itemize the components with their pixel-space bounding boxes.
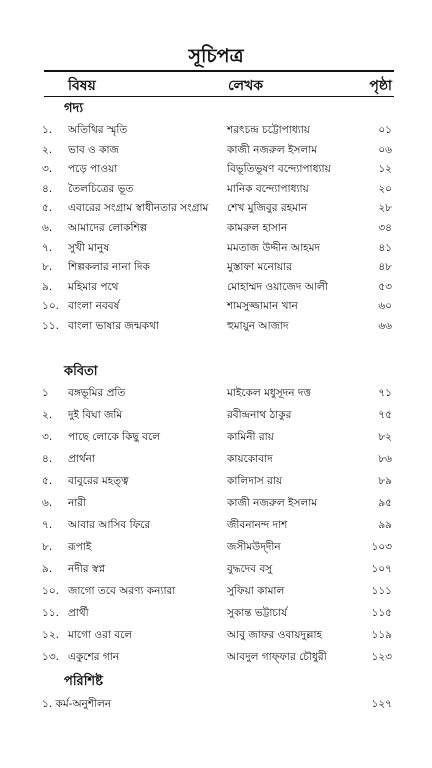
toc-item-title: মহিমার পথে (68, 280, 119, 293)
toc-item-title: ভাব ও কাজ (68, 143, 119, 156)
toc-item-page: ১২৩ (371, 651, 392, 663)
toc-item-author: শেখ মুজিবুর রহমান (227, 202, 308, 215)
toc-row (0, 647, 432, 667)
toc-item-page: ১২ (378, 163, 392, 176)
header-bottom-rule (44, 96, 394, 97)
toc-item-author: মোহাম্মদ ওয়াজেদ আলী (227, 280, 328, 293)
toc-item-number: ২. (42, 409, 53, 421)
toc-item-page: ৬০ (378, 300, 392, 313)
toc-row (0, 537, 432, 557)
toc-item-title: বাংলা নববর্ষ (68, 300, 120, 313)
toc-row (0, 140, 432, 160)
toc-item-title: শিল্পকলার নানা দিক (68, 261, 150, 274)
toc-row (0, 581, 432, 601)
toc-item-page: ২০ (378, 182, 392, 195)
toc-item-page: ০১ (378, 124, 392, 136)
toc-item-number: ৯. (42, 563, 53, 575)
toc-item-title: রূপাই (68, 541, 92, 553)
toc-item-author: কায়কোবাদ (227, 453, 273, 465)
toc-item-number: ১. (42, 124, 53, 136)
toc-item-page: ৯৯ (378, 519, 392, 531)
toc-item-number: ৩. (42, 431, 53, 443)
toc-item-title: বাংলা ভাষার জন্মকথা (68, 320, 159, 332)
toc-item-title: পাছে লোকে কিছু বলে (68, 431, 161, 443)
toc-row (0, 316, 432, 336)
toc-item-number: ১১. (42, 607, 59, 619)
toc-item-page: ৪১ (378, 241, 392, 254)
column-header-page: পৃষ্ঠা (369, 78, 392, 94)
toc-item-title: একুশের গান (68, 651, 120, 663)
toc-item-author: সুফিয়া কামাল (227, 585, 285, 597)
toc-row (0, 603, 432, 623)
toc-item-author: আবু জাফর ওবায়দুল্লাহ (227, 629, 323, 641)
toc-row (0, 159, 432, 179)
toc-item-author: কালিদাস রায় (227, 475, 283, 487)
toc-item-page: ৭৫ (378, 409, 392, 421)
toc-row (0, 198, 432, 218)
toc-item-page: ৬৬ (378, 320, 392, 332)
toc-item-number: ৬. (42, 222, 53, 234)
appendix-item-page: ১২৭ (371, 698, 392, 710)
toc-item-title: মাগো ওরা বলে (68, 629, 133, 641)
toc-item-title: আবার আসিব ফিরে (68, 519, 151, 531)
toc-item-number: ১০. (42, 585, 59, 597)
toc-row (0, 559, 432, 579)
header-top-rule (44, 70, 394, 72)
toc-row (0, 277, 432, 297)
toc-item-title: নারী (68, 497, 87, 509)
toc-item-title: জাগো তবে অরণ্য কন্যারা (68, 585, 176, 597)
toc-item-number: ২. (42, 143, 53, 156)
toc-item-page: ৫৩ (378, 280, 392, 293)
appendix-item-title: ১. কর্ম-অনুশীলন (42, 698, 112, 710)
toc-item-number: ৮. (42, 541, 53, 553)
toc-item-number: ৫. (42, 475, 53, 487)
toc-item-number: ৭. (42, 241, 53, 254)
toc-row (0, 179, 432, 199)
toc-item-number: ৩. (42, 163, 53, 176)
toc-item-page: ১১৫ (371, 607, 392, 619)
toc-item-number: ৫. (42, 202, 53, 215)
toc-item-title: বাবুরের মহত্ত্ব (68, 475, 129, 487)
toc-item-title: নদীর স্বপ্ন (68, 563, 106, 575)
toc-item-author: মুস্তাফা মনোয়ার (227, 261, 292, 274)
toc-item-author: কাজী নজরুল ইসলাম (227, 143, 318, 156)
section-heading: কবিতা (64, 364, 98, 379)
toc-item-author: কামিনী রায় (227, 431, 274, 443)
toc-item-title: আমাদের লোকশিল্প (68, 222, 148, 234)
toc-item-page: ৯৫ (378, 497, 392, 509)
toc-item-title: অতিথির স্মৃতি (68, 124, 128, 136)
toc-item-page: ২৮ (378, 202, 392, 215)
toc-row (0, 383, 432, 403)
toc-row (0, 296, 432, 316)
toc-item-page: ১০৩ (371, 541, 392, 553)
toc-item-page: ৮২ (378, 431, 392, 443)
toc-item-number: ৪. (42, 182, 53, 195)
appendix-row (0, 694, 432, 714)
toc-row (0, 218, 432, 238)
toc-item-number: ১১. (42, 320, 59, 332)
toc-item-number: ৮. (42, 261, 53, 274)
toc-row (0, 405, 432, 425)
toc-item-author: রবীন্দ্রনাথ ঠাকুর (227, 409, 292, 421)
toc-item-author: হুমায়ুন আজাদ (227, 320, 289, 332)
appendix-heading: পরিশিষ্ট (64, 674, 103, 689)
column-header-subject: বিষয় (68, 78, 96, 94)
toc-row (0, 257, 432, 277)
toc-row (0, 120, 432, 140)
toc-item-number: ১ (42, 387, 49, 399)
toc-item-page: ১১১ (371, 585, 392, 597)
toc-item-author: আবদুল গাফ্‌ফার চৌধুরী (227, 651, 327, 663)
toc-item-author: শামসুজ্জামান খান (227, 300, 298, 313)
toc-row (0, 449, 432, 469)
toc-item-page: ০৬ (378, 143, 392, 156)
toc-item-author: সুকান্ত ভট্টাচার্য (227, 607, 288, 619)
toc-item-author: জীবনানন্দ দাশ (227, 519, 288, 531)
toc-item-author: জসীমউদ্‌দীন (227, 541, 281, 553)
toc-item-page: ৩৪ (378, 222, 392, 234)
toc-item-title: বঙ্গভূমির প্রতি (68, 387, 126, 399)
toc-item-title: সুখী মানুষ (68, 241, 110, 254)
toc-item-number: ১২. (42, 629, 59, 641)
toc-item-title: প্রার্থনা (68, 453, 95, 465)
toc-item-author: মানিক বন্দ্যোপাধ্যায় (227, 182, 309, 195)
toc-item-title: তৈলচিত্রের ভূত (68, 182, 134, 195)
toc-row (0, 238, 432, 258)
toc-item-title: পড়ে পাওয়া (68, 163, 118, 176)
toc-item-page: ১১৯ (371, 629, 392, 641)
toc-item-number: ৭. (42, 519, 53, 531)
toc-item-number: ১০. (42, 300, 59, 313)
toc-row (0, 493, 432, 513)
page-title: সূচিপত্র (188, 45, 244, 67)
toc-item-author: কাজী নজরুল ইসলাম (227, 497, 318, 509)
toc-item-page: ৭১ (378, 387, 392, 399)
toc-item-author: বিভূতিভূষণ বন্দ্যোপাধ্যায় (227, 163, 331, 176)
toc-row (0, 427, 432, 447)
toc-item-title: দুই বিঘা জমি (68, 409, 123, 421)
section-heading: গদ্য (64, 101, 84, 116)
toc-item-title: প্রার্থী (68, 607, 89, 619)
toc-row (0, 515, 432, 535)
toc-item-number: ৪. (42, 453, 53, 465)
toc-item-number: ১৩. (42, 651, 59, 663)
toc-item-author: মাইকেল মধুসূদন দত্ত (227, 387, 311, 399)
toc-item-page: ৮৬ (378, 453, 392, 465)
column-header-author: লেখক (228, 78, 264, 94)
toc-item-author: বুদ্ধদেব বসু (227, 563, 273, 575)
toc-item-number: ৬. (42, 497, 53, 509)
toc-item-author: শরৎচন্দ্র চট্টোপাধ্যায় (227, 124, 310, 136)
toc-item-page: ১০৭ (371, 563, 392, 575)
toc-item-author: কামরুল হাসান (227, 222, 288, 234)
toc-item-author: মমতাজ উদ্দীন আহমদ (227, 241, 320, 254)
toc-item-number: ৯. (42, 280, 53, 293)
toc-row (0, 471, 432, 491)
toc-item-title: এবারের সংগ্রাম স্বাধীনতার সংগ্রাম (68, 202, 209, 215)
toc-item-page: ৪৮ (378, 261, 392, 274)
toc-item-page: ৮৯ (378, 475, 392, 487)
toc-row (0, 625, 432, 645)
